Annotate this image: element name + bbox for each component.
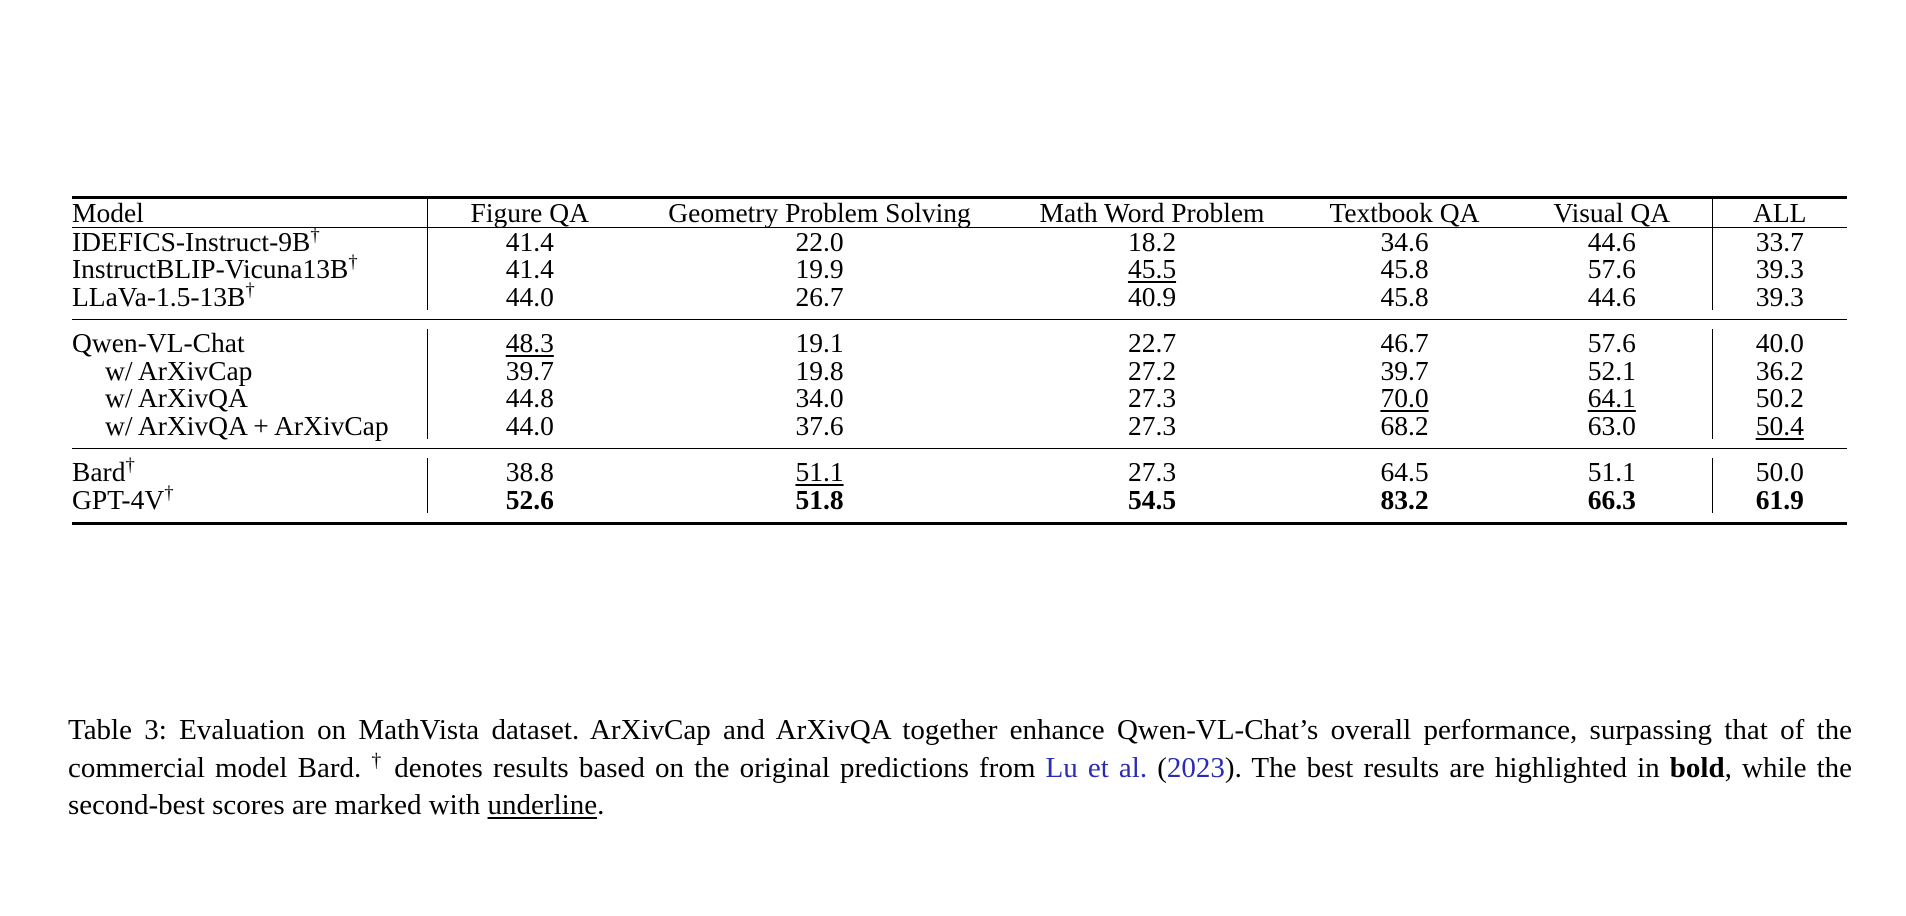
column-header-figure-qa: Figure QA — [427, 198, 632, 227]
cell-textbook-qa: 45.8 — [1380, 253, 1429, 284]
citation-link[interactable]: 2023 — [1166, 751, 1225, 784]
cell-textbook-qa: 70.0 — [1380, 382, 1429, 413]
results-table-container — [72, 196, 1847, 525]
dagger-marker: † — [125, 454, 135, 476]
cell-textbook-qa: 68.2 — [1380, 409, 1429, 441]
caption-underline-term: underline — [487, 789, 598, 822]
cell-textbook-qa: 34.6 — [1380, 225, 1429, 257]
row-model-label: LLaVa-1.5-13B† — [72, 279, 255, 312]
cell-math-word: 45.5 — [1127, 253, 1177, 284]
cell-all: 33.7 — [1712, 227, 1847, 255]
table-row — [72, 458, 1847, 486]
row-model-label: w/ ArXivQA + ArXivCap — [105, 409, 389, 441]
column-header-math-word: Math Word Problem — [1039, 197, 1265, 228]
cell-math-word: 22.7 — [1127, 327, 1177, 358]
cell-visual-qa: 57.6 — [1587, 327, 1636, 358]
cell-figure-qa: 41.4 — [427, 255, 632, 283]
cell-visual-qa: 51.1 — [1587, 456, 1636, 487]
group-spacer — [72, 310, 1847, 319]
table-header-row — [72, 198, 1847, 227]
cell-all: 36.2 — [1712, 357, 1847, 385]
column-header-geometry: Geometry Problem Solving — [668, 197, 971, 228]
cell-textbook-qa: 46.7 — [1380, 327, 1429, 358]
row-model-label: w/ ArXivCap — [105, 354, 253, 386]
column-header-visual-qa: Visual QA — [1553, 197, 1671, 228]
caption-text-segment: denotes results based on the original predictions from — [384, 751, 1046, 784]
table-bottom-spacer — [72, 513, 1847, 522]
row-model-label: w/ ArXivQA — [105, 382, 248, 413]
cell-math-word: 40.9 — [1127, 280, 1177, 312]
row-model-label: Qwen-VL-Chat — [72, 327, 245, 358]
dagger-marker: † — [164, 482, 174, 504]
cell-geometry: 26.7 — [795, 280, 844, 312]
results-rows-host — [72, 224, 1847, 524]
cell-geometry: 19.9 — [795, 253, 844, 284]
table-row — [72, 283, 1847, 311]
cell-figure-qa: 39.7 — [427, 357, 632, 385]
dagger-marker: † — [348, 251, 358, 273]
group-spacer — [72, 320, 1847, 330]
cell-figure-qa: 44.0 — [427, 412, 632, 440]
cell-textbook-qa: 45.8 — [1380, 280, 1429, 312]
cell-figure-qa: 41.4 — [427, 227, 632, 255]
table-row — [72, 329, 1847, 357]
cell-math-word: 54.5 — [1127, 483, 1177, 515]
cell-all: 40.0 — [1712, 329, 1847, 357]
caption-bold-term: bold — [1669, 751, 1725, 784]
cell-all: 61.9 — [1712, 486, 1847, 514]
cell-geometry: 22.0 — [795, 225, 844, 257]
caption-text-segment: Table 3: Evaluation on MathVista dataset. ArXivCap and ArXivQA together enhance Qwen-VL-Chat’s overall performance, surpassing that of the commercial model Bard. — [68, 714, 1852, 784]
cell-math-word: 27.3 — [1127, 456, 1177, 487]
cell-all: 50.4 — [1712, 412, 1847, 440]
row-model-label: InstructBLIP-Vicuna13B† — [72, 251, 358, 284]
cell-figure-qa: 44.8 — [427, 384, 632, 412]
dagger-marker: † — [245, 279, 255, 301]
cell-geometry: 51.8 — [795, 483, 844, 515]
cell-figure-qa: 48.3 — [427, 329, 632, 357]
cell-textbook-qa: 39.7 — [1380, 354, 1429, 386]
row-model-label: Bard† — [72, 454, 135, 487]
cell-visual-qa: 66.3 — [1587, 483, 1636, 515]
cell-visual-qa: 44.6 — [1587, 280, 1636, 312]
table-row — [72, 412, 1847, 440]
table-caption-text — [68, 714, 1852, 821]
cell-math-word: 27.3 — [1127, 382, 1177, 413]
cell-visual-qa: 64.1 — [1587, 382, 1636, 413]
citation-link[interactable]: Lu et al. — [1045, 751, 1148, 784]
table-row — [72, 486, 1847, 514]
cell-geometry: 19.1 — [795, 327, 844, 358]
column-header-model: Model — [72, 197, 144, 228]
cell-geometry: 19.8 — [795, 354, 844, 386]
caption-text-segment: . — [597, 789, 605, 822]
cell-textbook-qa: 83.2 — [1380, 483, 1429, 515]
row-model-label: IDEFICS-Instruct-9B† — [72, 224, 320, 257]
cell-visual-qa: 44.6 — [1587, 225, 1636, 257]
cell-all: 50.0 — [1712, 458, 1847, 486]
table-row — [72, 227, 1847, 255]
cell-math-word: 18.2 — [1127, 225, 1177, 257]
cell-all: 50.2 — [1712, 384, 1847, 412]
caption-text-segment: ( — [1147, 751, 1167, 784]
table-row — [72, 357, 1847, 385]
cell-figure-qa: 38.8 — [427, 458, 632, 486]
caption-dagger-marker: † — [371, 749, 385, 772]
cell-visual-qa: 52.1 — [1587, 354, 1636, 386]
results-table — [72, 196, 1847, 525]
cell-all: 39.3 — [1712, 255, 1847, 283]
group-spacer — [72, 449, 1847, 459]
caption-text-segment: , while the second-best scores are marked with — [68, 751, 1852, 822]
cell-math-word: 27.2 — [1127, 354, 1177, 386]
table-rule-bottom — [72, 522, 1847, 524]
table-row — [72, 384, 1847, 412]
cell-figure-qa: 44.0 — [427, 283, 632, 311]
cell-textbook-qa: 64.5 — [1380, 456, 1429, 487]
cell-all: 39.3 — [1712, 283, 1847, 311]
column-header-all: ALL — [1712, 198, 1847, 227]
results-table-body — [72, 196, 1847, 227]
cell-geometry: 37.6 — [795, 409, 844, 441]
row-model-label: GPT-4V† — [72, 482, 174, 515]
cell-figure-qa: 52.6 — [427, 486, 632, 514]
cell-visual-qa: 57.6 — [1587, 253, 1636, 284]
caption-text-segment: ). The best results are highlighted in — [1224, 751, 1670, 784]
cell-geometry: 34.0 — [795, 382, 844, 413]
cell-visual-qa: 63.0 — [1587, 409, 1636, 441]
table-row — [72, 255, 1847, 283]
dagger-marker: † — [310, 224, 320, 246]
table-caption — [68, 712, 1852, 825]
column-header-textbook-qa: Textbook QA — [1329, 197, 1480, 228]
cell-math-word: 27.3 — [1127, 409, 1177, 441]
cell-geometry: 51.1 — [795, 456, 844, 487]
